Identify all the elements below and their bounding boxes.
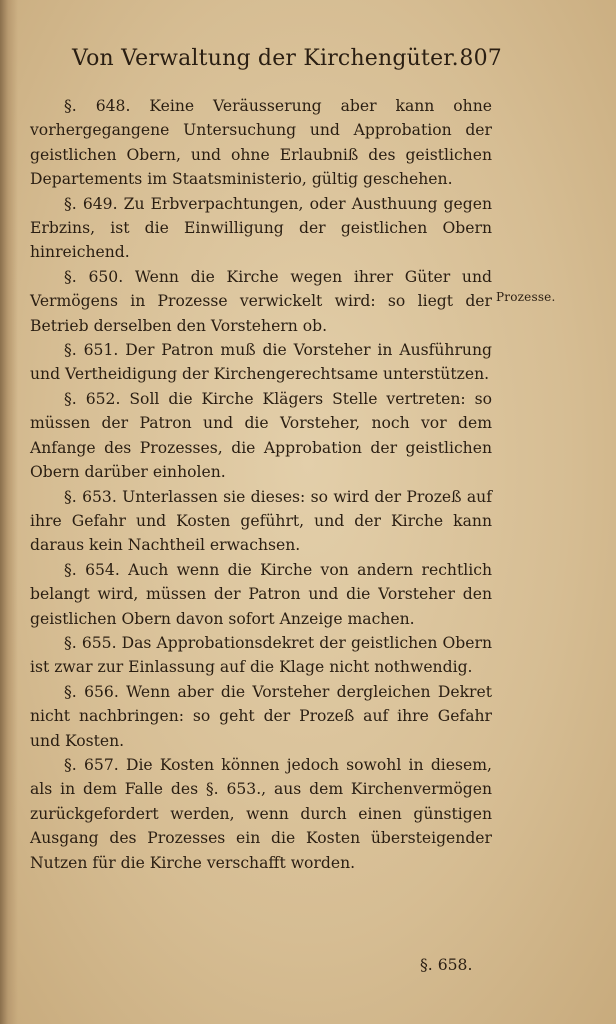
body-text (30, 94, 492, 875)
page-number: 807 (459, 46, 502, 71)
running-title: Von Verwaltung der Kirchengüter. (72, 46, 459, 71)
paragraph-655: §. 655. Das Approbationsdekret der geistlichen Obern ist zwar zur Einlassung auf die Klage nicht nothwendig. (30, 633, 492, 677)
paragraph-651: §. 651. Der Patron muß die Vorsteher in Ausführung und Vertheidigung der Kirchengerechtsame unterstützen. (30, 341, 492, 384)
marginal-note: Prozesse. (496, 290, 556, 304)
binding-shadow (0, 0, 18, 1024)
paragraph-653: §. 653. Unterlassen sie dieses: so wird der Prozeß auf ihre Gefahr und Kosten geführt, und der Kirche kann daraus kein Nachtheil erwachsen. (30, 487, 492, 555)
paragraph-657: §. 657. Die Kosten können jedoch sowohl in diesem, als in dem Falle des §. 653., aus dem Kirchenvermögen zurückgefordert werden, wenn durch einen günstigen Ausgang des Prozesses ein die Kosten übersteigender Nutzen für die Kirche verschafft worden. (30, 755, 492, 872)
paragraph-656: §. 656. Wenn aber die Vorsteher dergleichen Dekret nicht nachbringen: so geht der Prozeß auf ihre Gefahr und Kosten. (30, 682, 492, 750)
paragraph-650: §. 650. Wenn die Kirche wegen ihrer Güter und Vermögens in Prozesse verwickelt wird: so liegt der Betrieb derselben den Vorstehern ob. (30, 267, 492, 335)
paragraph-654: §. 654. Auch wenn die Kirche von andern rechtlich belangt wird, müssen der Patron und die Vorsteher den geistlichen Obern davon sofort Anzeige machen. (30, 560, 492, 628)
paragraph-648: §. 648. Keine Veräusserung aber kann ohne vorhergegangene Untersuchung und Approbation der geistlichen Obern, und ohne Erlaubniß des geistlichen Departements im Staatsministerio, gültig geschehen. (30, 97, 492, 189)
catchword: §. 658. (420, 956, 473, 974)
paragraph-652: §. 652. Soll die Kirche Klägers Stelle vertreten: so müssen der Patron und die Vorsteher, noch vor dem Anfange des Prozesses, die Approbation der geistlichen Obern darüber einholen. (30, 389, 492, 482)
running-head (72, 46, 502, 71)
paragraph-649: §. 649. Zu Erbverpachtungen, oder Austhuung gegen Erbzins, ist die Einwilligung der geistlichen Obern hinreichend. (30, 194, 492, 262)
